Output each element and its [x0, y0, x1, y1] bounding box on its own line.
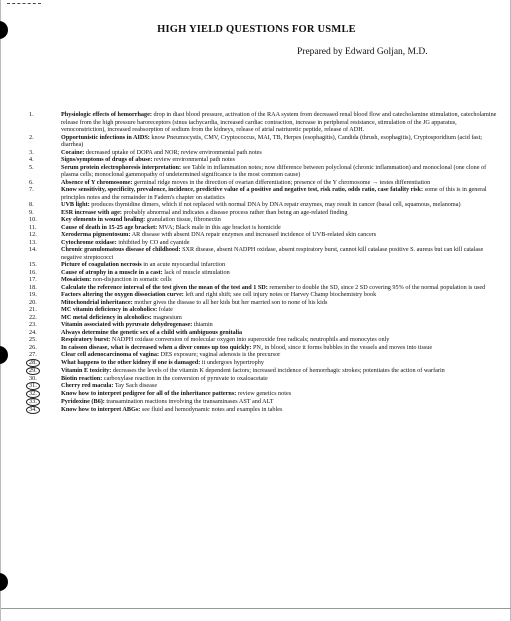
item-heading: Absence of Y chromosome: — [61, 178, 133, 186]
item-body: PN₂ in blood, since it forms bubbles in the vessels and moves into tissue — [251, 343, 433, 351]
item-heading: Xeroderma pigmentosum: — [61, 231, 131, 238]
item-body: see Table in inflammation notes; now difference between polyclonal (chronic inflammation) and monoclonal (one clone of plasma cells; monoclonal gammopathy of undetermined significance is the most common cause) — [61, 163, 487, 178]
item-number-label: 14. — [29, 246, 37, 253]
item-text — [61, 149, 499, 157]
item-body: MVA; Black male in this age bracket is homicide — [157, 223, 281, 231]
list-item — [29, 284, 499, 292]
item-heading: Chronic granulomatous disease of childhood: — [61, 246, 181, 253]
item-number-label: 23. — [29, 321, 37, 328]
list-item — [29, 156, 499, 164]
list-item — [29, 406, 499, 414]
item-text — [61, 336, 499, 344]
item-number — [29, 390, 61, 398]
item-number-label: 19. — [29, 291, 37, 298]
item-text — [61, 261, 499, 269]
item-body: folate — [157, 306, 173, 313]
item-body: probably abnormal and indicates a disease process rather than being an age-related finding — [121, 208, 348, 216]
item-heading: Biotin reaction: — [61, 374, 103, 382]
item-heading: MC vitamin deficiency in alcoholics: — [61, 306, 158, 313]
question-list — [29, 111, 499, 414]
item-heading: What happens to the other kidney if one is damaged: — [61, 358, 201, 366]
item-number-label: 34. — [26, 406, 40, 414]
item-text — [61, 164, 499, 179]
item-number-label: 5. — [29, 163, 34, 171]
item-number-label: 24. — [29, 328, 37, 336]
item-number — [29, 164, 61, 179]
list-item — [29, 216, 499, 224]
item-body: lack of muscle stimulation — [162, 268, 230, 276]
item-body: carboxylase reaction in the conversion of pyruvate to oxaloacetate — [102, 374, 268, 382]
item-text — [61, 111, 499, 134]
item-number — [29, 398, 61, 406]
item-heading: Clear cell adenocarcinoma of vagina: — [61, 351, 160, 358]
item-heading: Vitamin E toxicity: — [61, 366, 112, 374]
list-item — [29, 351, 499, 359]
item-heading: Signs/symptoms of drugs of abuse: — [61, 156, 153, 163]
item-number-label: 6. — [29, 178, 34, 186]
item-heading: Mosaicism: — [61, 276, 92, 283]
item-body: SXR disease, absent NADPH oxidase, absent respiratory burst, cannot kill catalase positive S. aureus but can kill catalase negative streptococci — [61, 246, 484, 261]
list-item — [29, 291, 499, 299]
item-text — [61, 306, 499, 314]
item-text — [61, 390, 499, 398]
item-heading: Serum protein electrophoresis interpretation: — [61, 163, 182, 171]
item-number — [29, 344, 61, 352]
item-number-label: 28. — [26, 359, 40, 367]
list-item — [29, 179, 499, 187]
item-text — [61, 375, 499, 383]
item-number-label: 18. — [29, 283, 37, 291]
list-item — [29, 329, 499, 337]
item-number-label: 27. — [29, 351, 37, 358]
item-text — [61, 314, 499, 322]
item-text — [61, 231, 499, 239]
item-number — [29, 261, 61, 269]
item-body: non-disjunction in somatic cells — [91, 276, 172, 283]
item-number-label: 26. — [29, 343, 37, 351]
item-number — [29, 329, 61, 337]
list-item — [29, 231, 499, 239]
item-heading: UVB light: — [61, 201, 90, 208]
item-heading: Cause of death in 15-25 age bracket: — [61, 223, 158, 231]
item-number-label: 25. — [29, 336, 37, 343]
item-text — [61, 398, 499, 406]
item-body: some of this is in general principles notes and the remainder in Fadem's chapter on statistics — [61, 186, 487, 201]
item-number-label: 33. — [26, 398, 40, 406]
binder-hole-middle — [0, 346, 8, 364]
item-heading: Picture of coagulation necrosis — [61, 261, 142, 268]
item-heading: Cause of atrophy in a muscle in a cast: — [61, 268, 163, 276]
item-text — [61, 291, 499, 299]
item-number-label: 15. — [29, 261, 37, 268]
item-number-label: 2. — [29, 133, 34, 141]
item-number — [29, 321, 61, 329]
list-item — [29, 134, 499, 149]
item-body: thiamin — [192, 321, 213, 328]
item-body: review genetics notes — [236, 390, 292, 397]
item-number-label: 30. — [29, 374, 37, 382]
item-number — [29, 276, 61, 284]
item-heading: Opportunistic infections in AIDS: — [61, 133, 150, 141]
item-heading: Calculate the reference interval of the test given the mean of the test and 1 SD: — [61, 283, 268, 291]
list-item — [29, 299, 499, 307]
item-body: germinal ridge moves in the direction of ovarian differentiation; presence of the Y chromosome → testes differentiation — [132, 178, 431, 186]
list-item — [29, 201, 499, 209]
page-title: HIGH YIELD QUESTIONS FOR USMLE — [157, 24, 356, 35]
item-number — [29, 134, 61, 149]
item-text — [61, 382, 499, 390]
item-body: magnesium — [151, 313, 182, 321]
item-heading: ESR increase with age: — [61, 208, 122, 216]
item-text — [61, 329, 499, 337]
item-body: produces thymidine dimers, which if not replaced with normal DNA by DNA repair enzymes, may result in cancer (basal cell, squamous, melanoma) — [89, 201, 461, 208]
item-number — [29, 336, 61, 344]
item-body: drop in diast blood pressure, activation of the RAA system from decreased renal blood flow and catecholamine stimulation, catecholamine release from the high pressure baroreceptors (sinus tachycardia, increased cardiac contraction, increase in peripheral resistance, stimulation of the JG apparatus, venoconstriction), increased reabsorption of sodium from the kidneys, release of atrial natriuretic peptide, release of ADH. — [61, 111, 497, 133]
author-line: Prepared by Edward Goljan, M.D. — [297, 47, 428, 57]
item-text — [61, 209, 499, 217]
item-text — [61, 299, 499, 307]
item-number — [29, 406, 61, 414]
item-body: mother gives the disease to all her kids but her married son to none of his kids — [132, 298, 328, 306]
item-number-label: 11. — [29, 223, 37, 231]
page-bottom-rule — [1, 608, 511, 609]
list-item — [29, 111, 499, 134]
item-body: Tay Sach disease — [113, 382, 158, 389]
list-item — [29, 359, 499, 367]
item-body: AR disease with absent DNA repair enzymes and increased incidence of UVB-related skin cancers — [130, 231, 377, 238]
item-heading: Always determine the genetic sex of a child with ambiguous genitalia — [61, 328, 243, 336]
item-heading: Cocaine: — [61, 148, 85, 156]
item-heading: Respiratory burst: — [61, 336, 111, 343]
item-number — [29, 375, 61, 383]
item-number-label: 21. — [29, 306, 37, 313]
item-heading: Know how to interpret ABGs: — [61, 406, 141, 413]
item-heading: Factors altering the oxygen dissociation curve: — [61, 291, 184, 298]
item-text — [61, 179, 499, 187]
list-item — [29, 261, 499, 269]
list-item — [29, 375, 499, 383]
list-item — [29, 239, 499, 247]
item-text — [61, 351, 499, 359]
item-number-label: 17. — [29, 276, 37, 283]
item-number-label: 10. — [29, 216, 37, 223]
item-number — [29, 299, 61, 307]
item-heading: In caisson disease, what is decreased when a diver comes up too quickly: — [61, 343, 252, 351]
item-heading: Vitamin associated with pyruvate dehydrogenase: — [61, 321, 193, 328]
item-text — [61, 284, 499, 292]
item-number — [29, 351, 61, 359]
item-text — [61, 216, 499, 224]
item-body: transamination reactions involving the transaminases AST and ALT — [104, 398, 274, 405]
list-item — [29, 314, 499, 322]
item-number — [29, 209, 61, 217]
item-number — [29, 111, 61, 134]
item-number — [29, 224, 61, 232]
item-number — [29, 246, 61, 261]
item-number-label: 1. — [29, 111, 34, 118]
item-body: it undergoes hypertrophy — [200, 358, 264, 366]
list-item — [29, 321, 499, 329]
item-text — [61, 406, 499, 414]
item-text — [61, 239, 499, 247]
item-body: NADPH oxidase conversion of molecular oxygen into superoxide free radicals; neutrophils and monocytes only — [110, 336, 390, 343]
item-number-label: 7. — [29, 186, 34, 193]
item-number — [29, 284, 61, 292]
item-text — [61, 359, 499, 367]
list-item — [29, 186, 499, 201]
item-text — [61, 224, 499, 232]
item-number-label: 4. — [29, 156, 34, 163]
item-body: left and right shift; see cell injury notes or Harvey Champ biochemistry book — [183, 291, 377, 298]
item-text — [61, 276, 499, 284]
list-item — [29, 149, 499, 157]
item-number — [29, 231, 61, 239]
item-text — [61, 186, 499, 201]
item-heading: Mitochondrial inheritance: — [61, 298, 133, 306]
item-number-label: 12. — [29, 231, 37, 238]
item-heading: Key elements in wound healing: — [61, 216, 146, 223]
item-text — [61, 156, 499, 164]
item-body: inhibited by CO and cyanide — [116, 238, 190, 246]
item-number — [29, 359, 61, 367]
binder-hole-bottom — [0, 573, 8, 591]
item-number-label: 16. — [29, 268, 37, 276]
item-number-label: 31. — [26, 382, 40, 390]
item-number — [29, 216, 61, 224]
item-heading: MC metal deficiency in alcoholics: — [61, 313, 152, 321]
item-number — [29, 291, 61, 299]
item-number — [29, 367, 61, 375]
list-item — [29, 209, 499, 217]
item-body: remember to double the SD, since 2 SD covering 95% of the normal population is used — [267, 283, 486, 291]
item-number-label: 13. — [29, 238, 37, 246]
list-item — [29, 390, 499, 398]
item-body: in an acute myocardial infarction — [141, 261, 226, 268]
item-text — [61, 201, 499, 209]
item-number-label: 3. — [29, 148, 34, 156]
item-number — [29, 269, 61, 277]
item-number — [29, 179, 61, 187]
item-number-label: 8. — [29, 201, 34, 208]
item-heading: Know sensitivity, specificity, prevalence, incidence, predictive value of a positive and negative test, risk ratio, odds ratio, case fatality risk: — [61, 186, 424, 193]
list-item — [29, 224, 499, 232]
item-body: know Pneumocystis, CMV, Cryptococcus, MAI, TB, Herpes (esophagitis), Candida (thrush, esophagitis), Cryptosporidium (acid fast; diarrhea) — [61, 133, 483, 148]
item-text — [61, 367, 499, 375]
item-number — [29, 239, 61, 247]
list-item — [29, 398, 499, 406]
item-number — [29, 149, 61, 157]
list-item — [29, 306, 499, 314]
list-item — [29, 164, 499, 179]
item-heading: Know how to interpret pedigree for all of the inheritance patterns: — [61, 390, 237, 397]
item-body: decreases the levels of the vitamin K dependent factors; increased incidence of hemorrhagic strokes; potentiates the action of warfarin — [111, 366, 445, 374]
list-item — [29, 276, 499, 284]
item-body: decreased uptake of DOPA and NOR; review environmental path notes — [84, 148, 262, 156]
item-body: see fluid and hemodynamic notes and examples in tables — [140, 406, 283, 413]
item-heading: Physiologic effects of hemorrhage: — [61, 111, 152, 118]
item-body: granulation tissue, fibronectin — [145, 216, 221, 223]
list-item — [29, 344, 499, 352]
item-text — [61, 269, 499, 277]
item-number-label: 9. — [29, 208, 34, 216]
item-number — [29, 156, 61, 164]
item-heading: Cherry red macula: — [61, 382, 114, 389]
item-heading: Cytochrome oxidase: — [61, 238, 117, 246]
list-item — [29, 246, 499, 261]
item-number — [29, 382, 61, 390]
item-number — [29, 201, 61, 209]
item-text — [61, 246, 499, 261]
item-body: DES exposure; vaginal adenosis is the precursor — [159, 351, 281, 358]
item-number-label: 22. — [29, 313, 37, 321]
item-number-label: 29. — [26, 367, 40, 375]
item-number-label: 20. — [29, 298, 37, 306]
list-item — [29, 367, 499, 375]
item-number — [29, 314, 61, 322]
item-number — [29, 186, 61, 201]
list-item — [29, 382, 499, 390]
item-text — [61, 134, 499, 149]
list-item — [29, 269, 499, 277]
item-text — [61, 344, 499, 352]
item-text — [61, 321, 499, 329]
item-body: review environmental path notes — [152, 156, 235, 163]
item-number — [29, 306, 61, 314]
scan-mark — [7, 3, 41, 7]
list-item — [29, 336, 499, 344]
item-heading: Pyridoxine (B6): — [61, 398, 105, 405]
item-number-label: 32. — [26, 390, 40, 398]
